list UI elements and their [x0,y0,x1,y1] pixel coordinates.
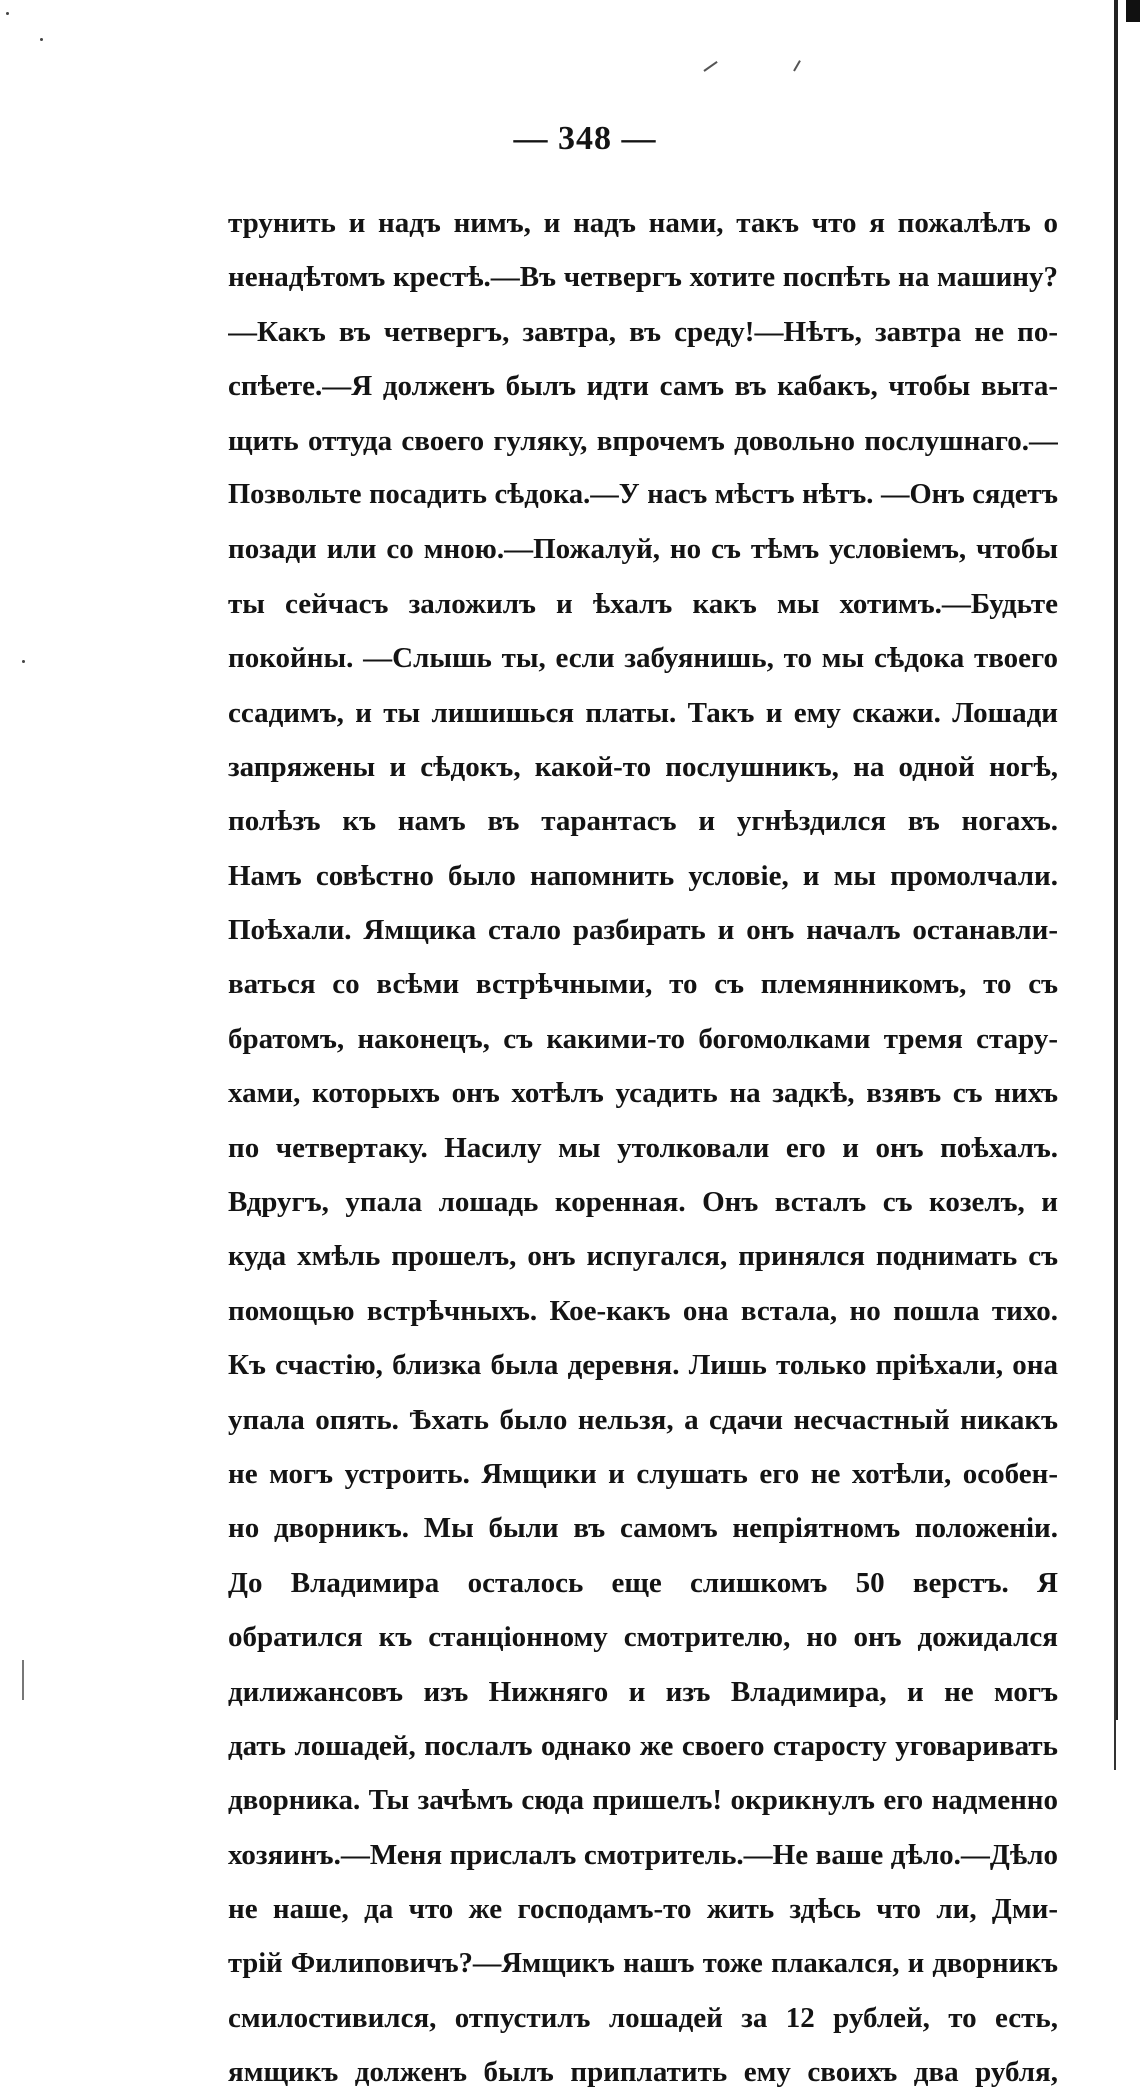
text-line: смилостивился, отпустилъ лошадей за 12 рублей, то есть, [228,2001,1058,2034]
text-line: не наше, да что же господамъ-то жить здѣсь что ли, Дми- [228,1893,1058,1926]
text-line: трій Филиповичъ?—Ямщикъ нашъ тоже плакался, и дворникъ [228,1947,1058,1979]
text-line: спѣете.—Я долженъ былъ идти самъ въ кабакъ, чтобы выта- [228,370,1058,403]
text-line: не могъ устроить. Ямщики и слушать его не хотѣли, особен- [228,1457,1058,1490]
text-line: позади или со мною.—Пожалуй, но съ тѣмъ условіемъ, чтобы [228,533,1058,566]
scan-corner-mark [1126,0,1140,22]
text-line: ты сейчасъ заложилъ и ѣхалъ какъ мы хотимъ.—Будьте [228,587,1058,620]
text-line: ваться со всѣми встрѣчными, то съ племянникомъ, то съ [228,968,1058,1001]
scan-speck [40,38,43,41]
text-line: запряжены и сѣдокъ, какой-то послушникъ, на одной ногѣ, [228,750,1058,783]
text-line: полѣзъ къ намъ въ тарантасъ и угнѣздился въ ногахъ. [228,805,1058,838]
text-line: братомъ, наконецъ, съ какими-то богомолками тремя стару- [228,1022,1058,1055]
text-line: по четвертаку. Насилу мы утолковали его и онъ поѣхалъ. [228,1131,1058,1164]
pencil-mark [793,60,801,71]
text-line: трунить и надъ нимъ, и надъ нами, такъ что я пожалѣлъ о [228,207,1058,239]
scan-edge-line [1114,0,1118,1720]
text-line: Намъ совѣстно было напомнить условіе, и мы промолчали. [228,859,1058,892]
text-line: дать лошадей, послалъ однако же своего старосту уговаривать [228,1729,1058,1762]
text-line: обратился къ станціонному смотрителю, но онъ дожидался [228,1621,1058,1654]
text-line: дворника. Ты зачѣмъ сюда пришелъ! окрикнулъ его надменно [228,1784,1058,1817]
text-line: Вдругъ, упала лошадь коренная. Онъ всталъ съ козелъ, и [228,1186,1058,1219]
text-line: Позвольте посадить сѣдока.—У насъ мѣстъ нѣтъ. —Онъ сядетъ [228,478,1058,510]
text-line: Поѣхали. Ямщика стало разбирать и онъ началъ останавли- [228,914,1058,947]
scan-margin-mark [22,1660,24,1700]
text-line: но дворникъ. Мы были въ самомъ непріятномъ положеніи. [228,1512,1058,1545]
text-line: До Владимира осталось еще слишкомъ 50 верстъ. Я [228,1566,1058,1599]
text-line: —Какъ въ четвергъ, завтра, въ среду!—Нѣтъ, завтра не по- [228,315,1058,348]
body-text [228,196,1058,2100]
text-line: покойны. —Слышь ты, если забуянишь, то мы сѣдока твоего [228,642,1058,675]
page-number: — 348 — [513,120,657,157]
text-line: хами, которыхъ онъ хотѣлъ усадить на задкѣ, взявъ съ нихъ [228,1077,1058,1110]
text-line: хозяинъ.—Меня прислалъ смотритель.—Не ваше дѣло.—Дѣло [228,1838,1058,1871]
text-line: упала опять. Ѣхать было нельзя, а сдачи несчастный никакъ [228,1403,1058,1436]
text-line: куда хмѣль прошелъ, онъ испугался, принялся поднимать съ [228,1240,1058,1273]
text-line: щить оттуда своего гуляку, впрочемъ довольно послушнаго.— [228,424,1058,457]
text-line: помощью встрѣчныхъ. Кое-какъ она встала, но пошла тихо. [228,1294,1058,1327]
text-line: ссадимъ, и ты лишишься платы. Такъ и ему скажи. Лошади [228,696,1058,729]
text-line: ненадѣтомъ крестѣ.—Въ четвергъ хотите поспѣть на машину? [228,261,1058,294]
scan-edge-line-lower [1114,1600,1116,1770]
pencil-mark [703,61,717,72]
text-line: Къ счастію, близка была деревня. Лишь только пріѣхали, она [228,1349,1058,1382]
scan-speck [6,12,9,15]
text-line: ямщикъ долженъ былъ приплатить ему своихъ два рубля, [228,2056,1058,2089]
text-line: дилижансовъ изъ Нижняго и изъ Владимира, и не могъ [228,1675,1058,1708]
scan-speck [22,660,25,663]
